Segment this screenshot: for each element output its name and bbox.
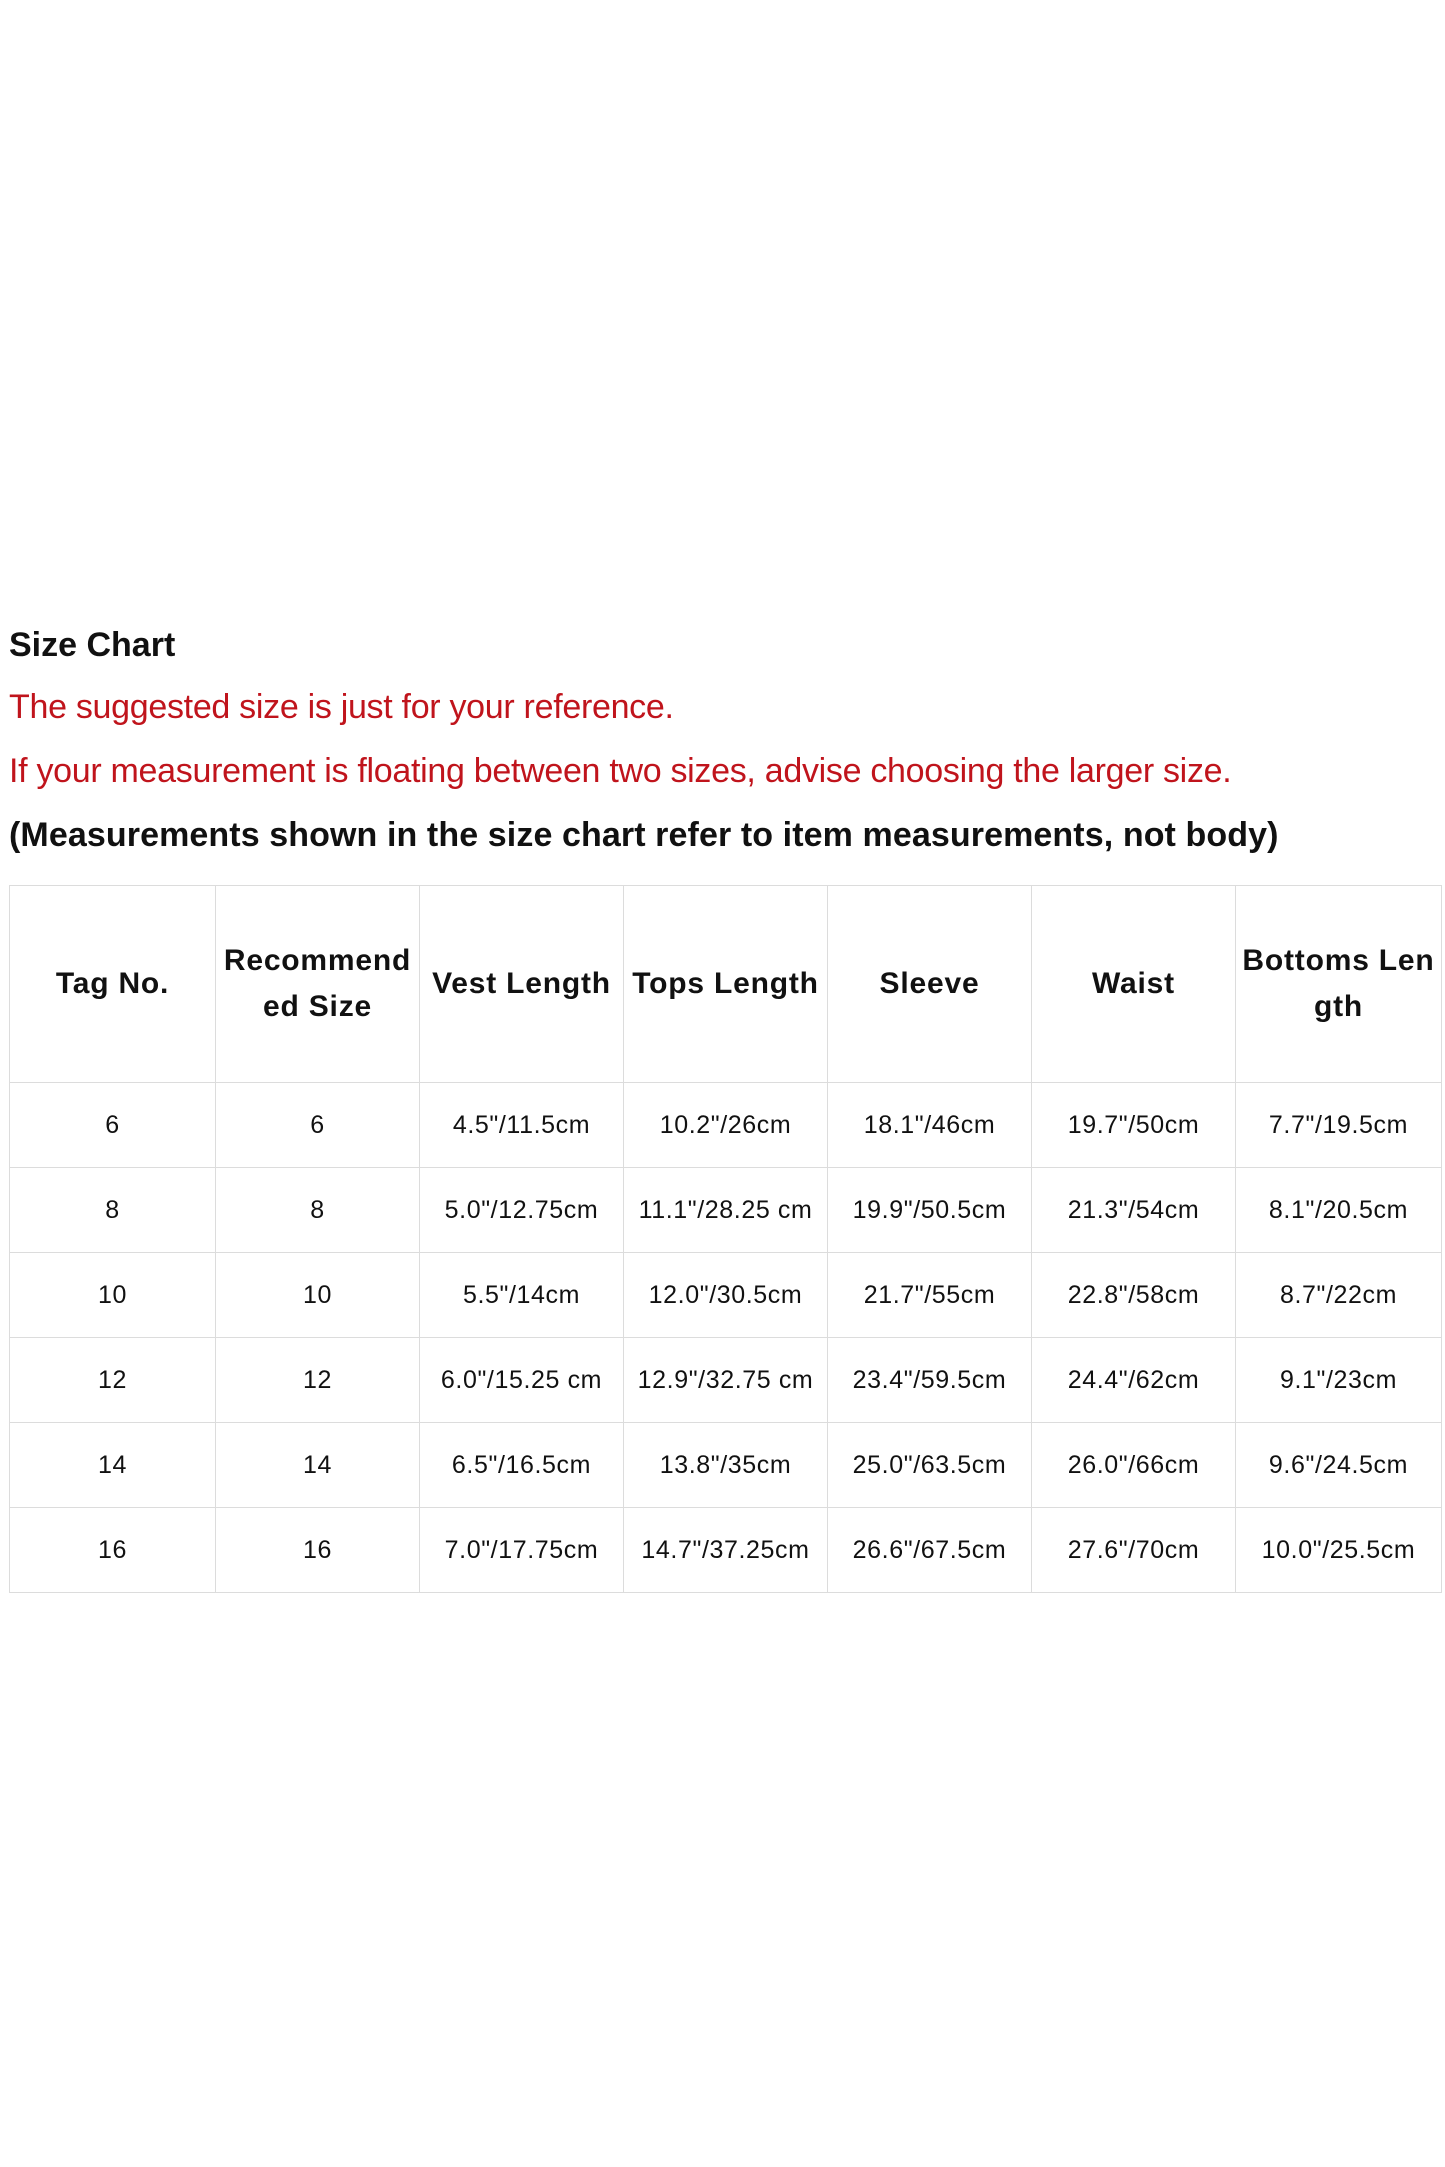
cell-recommended-size: 16 — [216, 1508, 420, 1593]
cell-bottoms-length: 10.0"/25.5cm — [1236, 1508, 1442, 1593]
page-title: Size Chart — [9, 626, 176, 664]
cell-tops-length: 13.8"/35cm — [624, 1423, 828, 1508]
cell-sleeve: 25.0"/63.5cm — [828, 1423, 1032, 1508]
column-header-tops-length: Tops Length — [624, 886, 828, 1083]
cell-waist: 26.0"/66cm — [1032, 1423, 1236, 1508]
cell-recommended-size: 12 — [216, 1338, 420, 1423]
cell-bottoms-length: 9.1"/23cm — [1236, 1338, 1442, 1423]
table-row — [10, 1253, 1442, 1338]
cell-vest-length: 6.5"/16.5cm — [420, 1423, 624, 1508]
table-row — [10, 1168, 1442, 1253]
column-header-sleeve: Sleeve — [828, 886, 1032, 1083]
cell-tag-no: 6 — [10, 1083, 216, 1168]
cell-vest-length: 6.0"/15.25 cm — [420, 1338, 624, 1423]
cell-waist: 21.3"/54cm — [1032, 1168, 1236, 1253]
column-header-recommended-size: Recommended Size — [216, 886, 420, 1083]
cell-tops-length: 10.2"/26cm — [624, 1083, 828, 1168]
table-row — [10, 1508, 1442, 1593]
cell-bottoms-length: 8.1"/20.5cm — [1236, 1168, 1442, 1253]
column-header-tag-no: Tag No. — [10, 886, 216, 1083]
cell-waist: 24.4"/62cm — [1032, 1338, 1236, 1423]
larger-size-advice: If your measurement is floating between two sizes, advise choosing the larger size. — [9, 752, 1232, 790]
cell-bottoms-length: 8.7"/22cm — [1236, 1253, 1442, 1338]
size-table — [9, 885, 1442, 1593]
table-row — [10, 1423, 1442, 1508]
table-header-row — [10, 886, 1442, 1083]
column-header-bottoms-length: Bottoms Length — [1236, 886, 1442, 1083]
cell-tag-no: 12 — [10, 1338, 216, 1423]
cell-bottoms-length: 9.6"/24.5cm — [1236, 1423, 1442, 1508]
size-chart-header — [9, 615, 1441, 867]
cell-waist: 22.8"/58cm — [1032, 1253, 1236, 1338]
cell-bottoms-length: 7.7"/19.5cm — [1236, 1083, 1442, 1168]
cell-waist: 19.7"/50cm — [1032, 1083, 1236, 1168]
cell-sleeve: 26.6"/67.5cm — [828, 1508, 1032, 1593]
cell-vest-length: 5.0"/12.75cm — [420, 1168, 624, 1253]
cell-tops-length: 14.7"/37.25cm — [624, 1508, 828, 1593]
cell-tops-length: 12.0"/30.5cm — [624, 1253, 828, 1338]
cell-tops-length: 12.9"/32.75 cm — [624, 1338, 828, 1423]
cell-tag-no: 14 — [10, 1423, 216, 1508]
cell-tops-length: 11.1"/28.25 cm — [624, 1168, 828, 1253]
measurement-disclaimer: (Measurements shown in the size chart refer to item measurements, not body) — [9, 816, 1279, 854]
cell-sleeve: 19.9"/50.5cm — [828, 1168, 1032, 1253]
cell-vest-length: 5.5"/14cm — [420, 1253, 624, 1338]
cell-sleeve: 23.4"/59.5cm — [828, 1338, 1032, 1423]
reference-note: The suggested size is just for your reference. — [9, 688, 674, 726]
cell-vest-length: 4.5"/11.5cm — [420, 1083, 624, 1168]
cell-recommended-size: 8 — [216, 1168, 420, 1253]
cell-sleeve: 18.1"/46cm — [828, 1083, 1032, 1168]
column-header-waist: Waist — [1032, 886, 1236, 1083]
cell-recommended-size: 10 — [216, 1253, 420, 1338]
cell-tag-no: 10 — [10, 1253, 216, 1338]
cell-vest-length: 7.0"/17.75cm — [420, 1508, 624, 1593]
cell-sleeve: 21.7"/55cm — [828, 1253, 1032, 1338]
table-row — [10, 1083, 1442, 1168]
column-header-vest-length: Vest Length — [420, 886, 624, 1083]
cell-tag-no: 16 — [10, 1508, 216, 1593]
cell-tag-no: 8 — [10, 1168, 216, 1253]
table-row — [10, 1338, 1442, 1423]
cell-waist: 27.6"/70cm — [1032, 1508, 1236, 1593]
cell-recommended-size: 6 — [216, 1083, 420, 1168]
cell-recommended-size: 14 — [216, 1423, 420, 1508]
